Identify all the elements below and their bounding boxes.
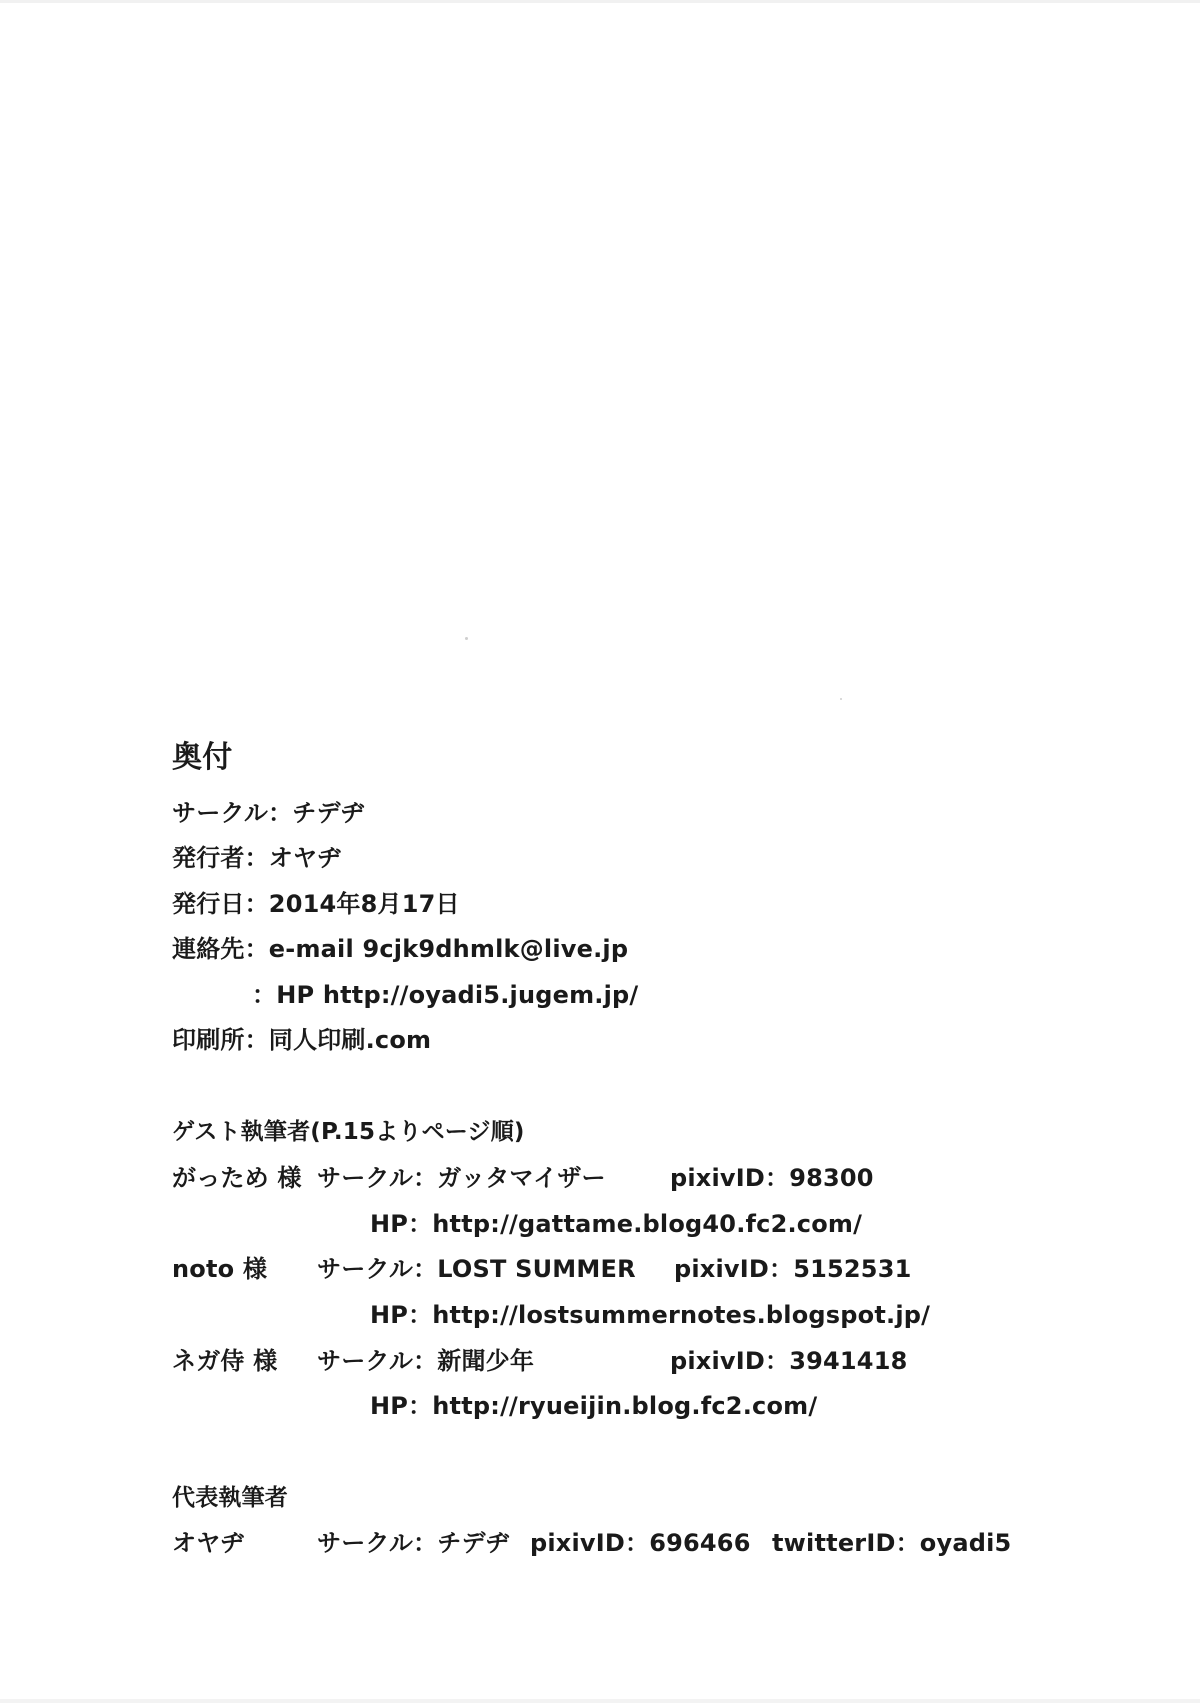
guest-author-circle: サークル：ガッタマイザー — [317, 1164, 606, 1192]
guest-author-hp: HP：http://lostsummernotes.blogspot.jp/ — [370, 1301, 931, 1329]
representative-author-name: オヤヂ — [172, 1529, 245, 1557]
representative-author-circle: サークル：チデヂ — [317, 1529, 510, 1557]
guest-author-circle: サークル：新聞少年 — [317, 1347, 535, 1375]
guest-author-circle: サークル：LOST SUMMER — [317, 1255, 636, 1283]
representative-author-heading: 代表執筆者 — [172, 1485, 288, 1511]
publisher-line: 発行者：オヤヂ — [172, 844, 342, 872]
contact-email-line: 連絡先：e-mail 9cjk9dhmlk@live.jp — [172, 935, 629, 963]
printer-line: 印刷所：同人印刷.com — [172, 1026, 432, 1054]
representative-author-twitter: twitterID：oyadi5 — [772, 1529, 1012, 1557]
guest-author-name: ネガ侍 様 — [172, 1347, 278, 1375]
paper-speck — [465, 637, 468, 640]
guest-author-pixiv: pixivID：5152531 — [674, 1255, 912, 1283]
guest-authors-heading: ゲスト執筆者(P.15よりページ順) — [172, 1119, 525, 1145]
guest-author-name: noto 様 — [172, 1255, 268, 1283]
colophon-title: 奥付 — [172, 740, 233, 775]
guest-author-hp: HP：http://gattame.blog40.fc2.com/ — [370, 1210, 863, 1238]
representative-author-pixiv: pixivID：696466 — [530, 1529, 751, 1557]
contact-hp-line: ：HP http://oyadi5.jugem.jp/ — [252, 981, 639, 1009]
page-top-edge — [0, 0, 1200, 3]
page-bottom-edge — [0, 1699, 1200, 1703]
guest-author-hp: HP：http://ryueijin.blog.fc2.com/ — [370, 1392, 818, 1420]
guest-author-pixiv: pixivID：98300 — [670, 1164, 874, 1192]
publish-date-line: 発行日：2014年8月17日 — [172, 890, 460, 918]
guest-author-name: がっため 様 — [172, 1164, 302, 1192]
circle-line: サークル：チデヂ — [172, 799, 365, 827]
paper-speck — [840, 698, 842, 700]
guest-author-pixiv: pixivID：3941418 — [670, 1347, 908, 1375]
